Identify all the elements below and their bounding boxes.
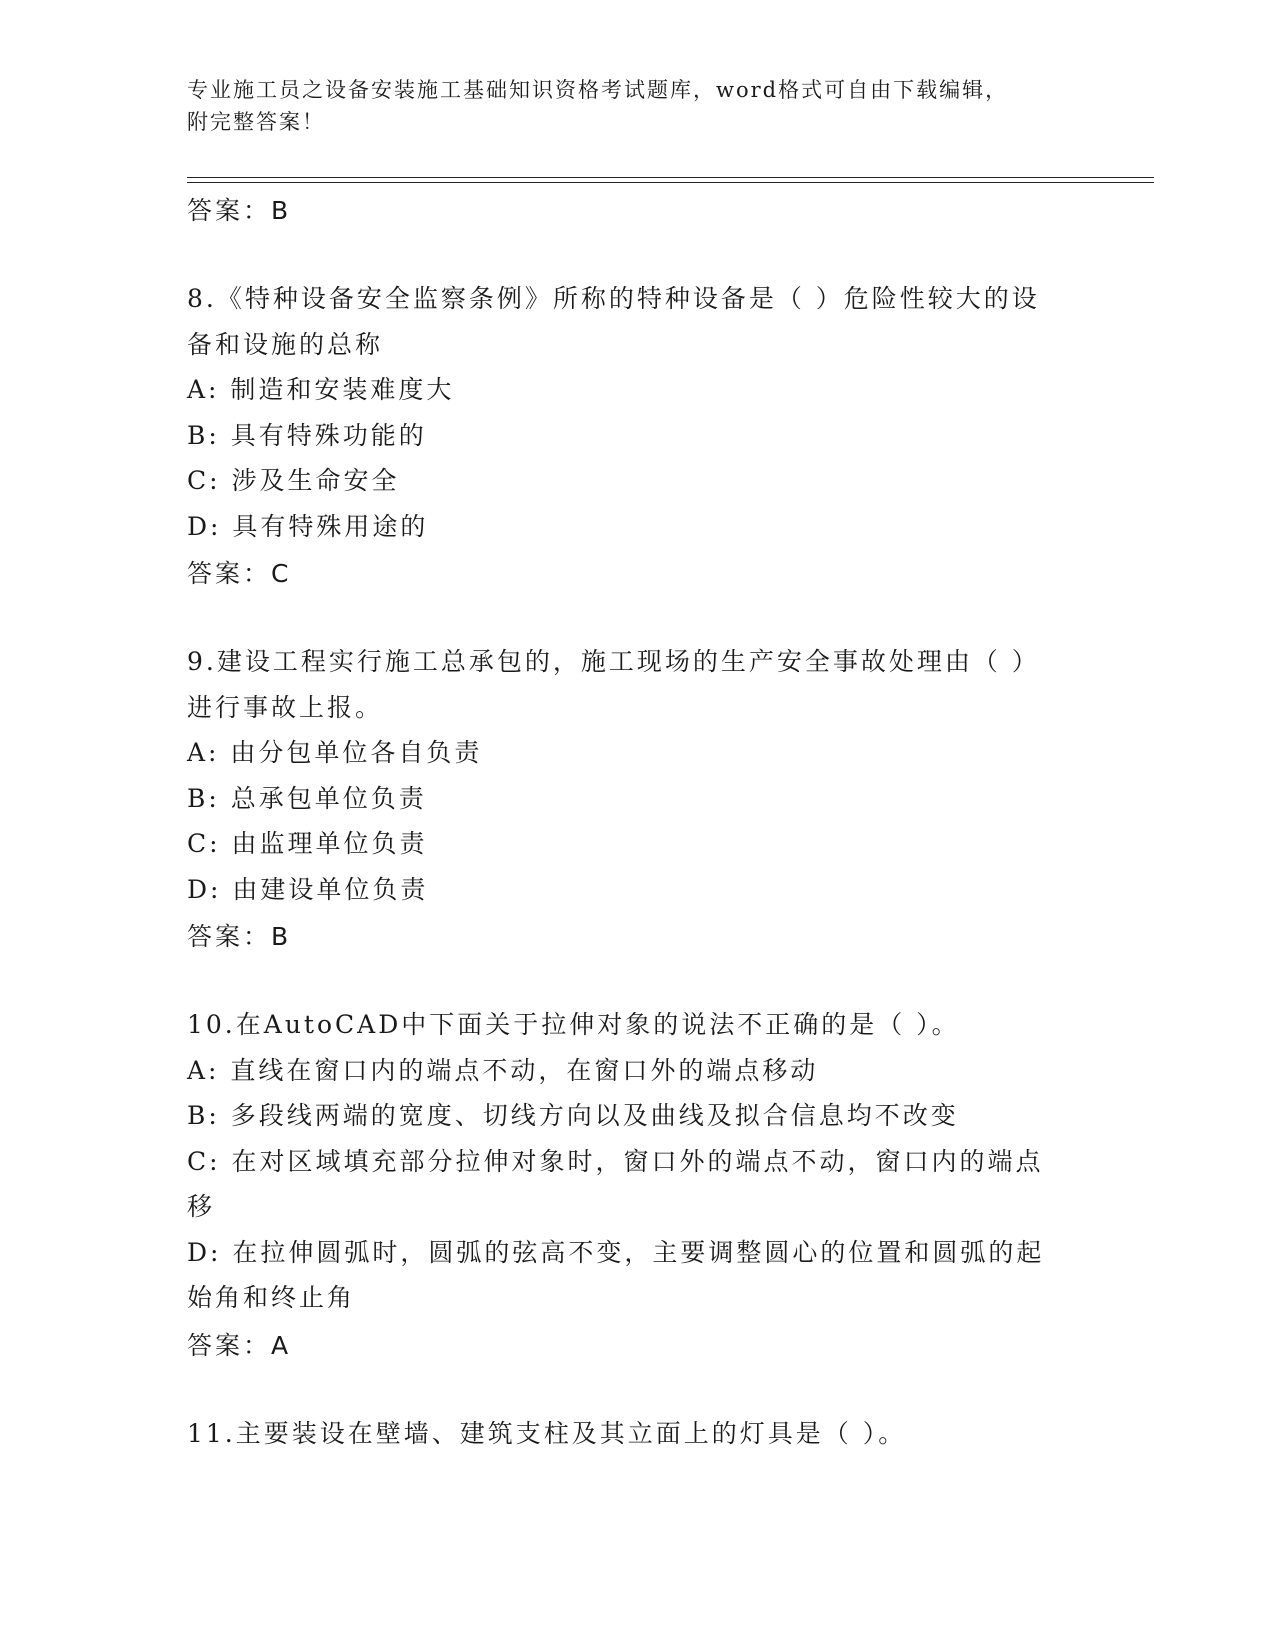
question-spacer <box>187 236 1087 276</box>
document-header <box>187 74 1087 138</box>
option-c: C: 由监理单位负责 <box>187 829 428 858</box>
option-a: A: 由分包单位各自负责 <box>187 738 483 767</box>
option-b: B: 具有特殊功能的 <box>187 420 427 450</box>
option-c: C: 在对区域填充部分拉伸对象时，窗口外的端点不动，窗口内的端点 <box>187 1146 1044 1176</box>
question-block <box>187 639 1087 962</box>
header-divider-bottom <box>187 182 1154 183</box>
question-block <box>187 1411 1087 1457</box>
question-spacer <box>187 962 1087 1002</box>
question-text-line: 11.主要装设在壁墙、建筑支柱及其立面上的灯具是（ ）。 <box>187 1418 907 1448</box>
answer-line: 答案：A <box>187 1330 292 1360</box>
option-a: A: 直线在窗口内的端点不动，在窗口外的端点移动 <box>187 1055 819 1085</box>
answer-line: 答案：B <box>187 922 292 951</box>
question-text-line: 10.在AutoCAD中下面关于拉伸对象的说法不正确的是（ ）。 <box>187 1010 960 1039</box>
question-text-line: 9.建设工程实行施工总承包的，施工现场的生产安全事故处理由（ ） <box>187 647 1040 676</box>
option-d: D: 具有特殊用途的 <box>187 511 429 541</box>
option-d-continued: 始角和终止角 <box>187 1283 356 1312</box>
option-b: B: 总承包单位负责 <box>187 783 427 813</box>
option-a: A: 制造和安装难度大 <box>187 375 455 404</box>
answer-line: 答案：C <box>187 559 292 588</box>
header-line-2: 附完整答案！ <box>187 110 325 134</box>
answer-line: 答案：B <box>187 196 292 225</box>
question-spacer <box>187 1371 1087 1411</box>
option-d: D: 在拉伸圆弧时，圆弧的弦高不变，主要调整圆心的位置和圆弧的起 <box>187 1237 1045 1267</box>
option-d: D: 由建设单位负责 <box>187 874 429 904</box>
option-c: C: 涉及生命安全 <box>187 466 400 495</box>
question-list <box>187 186 1087 1456</box>
question-spacer <box>187 599 1087 639</box>
question-text-line: 备和设施的总称 <box>187 329 384 359</box>
header-divider-top <box>187 177 1154 178</box>
header-line-1: 专业施工员之设备安装施工基础知识资格考试题库，word格式可自由下载编辑， <box>187 78 1009 102</box>
option-c-continued: 移 <box>187 1192 216 1221</box>
question-text-line: 进行事故上报。 <box>187 692 384 722</box>
question-block <box>187 1002 1087 1371</box>
question-block <box>187 276 1087 599</box>
question-text-line: 8.《特种设备安全监察条例》所称的特种设备是（ ）危险性较大的设 <box>187 284 1040 313</box>
option-b: B: 多段线两端的宽度、切线方向以及曲线及拟合信息均不改变 <box>187 1101 959 1130</box>
